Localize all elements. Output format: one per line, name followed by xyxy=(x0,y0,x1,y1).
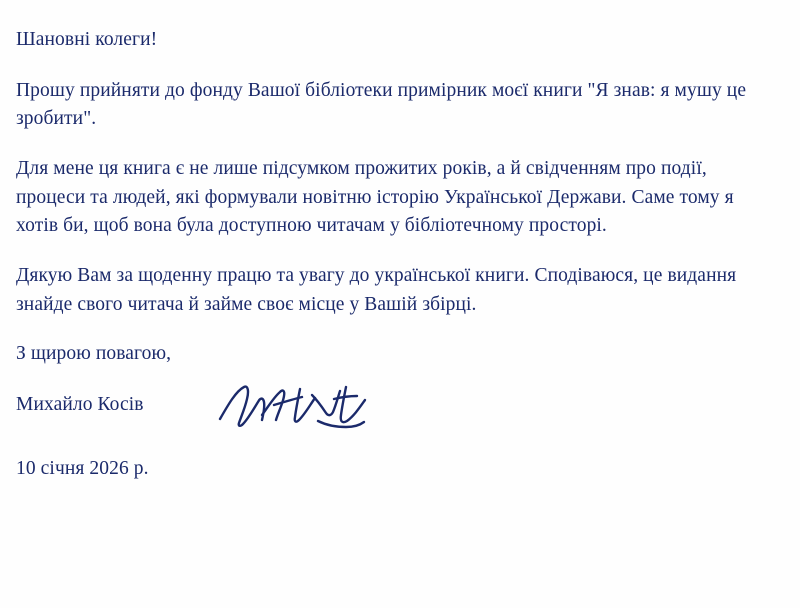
signature-name: Михайло Косів xyxy=(16,393,144,415)
paragraph-greeting: Шановні колеги! xyxy=(16,29,158,50)
paragraph-thanks: Дякую Вам за щоденну працю та увагу до української книги. Сподіваюся, це видання знайде свого читача й займе своє місце у Вашій збірці. xyxy=(16,264,737,315)
handwritten-signature-icon xyxy=(214,375,374,433)
paragraph-request: Прошу прийняти до фонду Вашої бібліотеки примірник моєї книги "Я знав: я мушу це зробити". xyxy=(16,79,747,130)
paragraph-closing: З щирою повагою, xyxy=(16,343,172,365)
letter-date: 10 січня 2026 р. xyxy=(16,457,149,479)
paragraph-context: Для мене ця книга є не лише підсумком прожитих років, а й свідченням про події, процеси та людей, які формували новітню історію Української Держави. Саме тому я хотів би, щоб вона була доступною читачам у бібліотечному просторі. xyxy=(16,157,734,237)
signature-block xyxy=(16,387,770,433)
letter-body xyxy=(16,26,770,484)
